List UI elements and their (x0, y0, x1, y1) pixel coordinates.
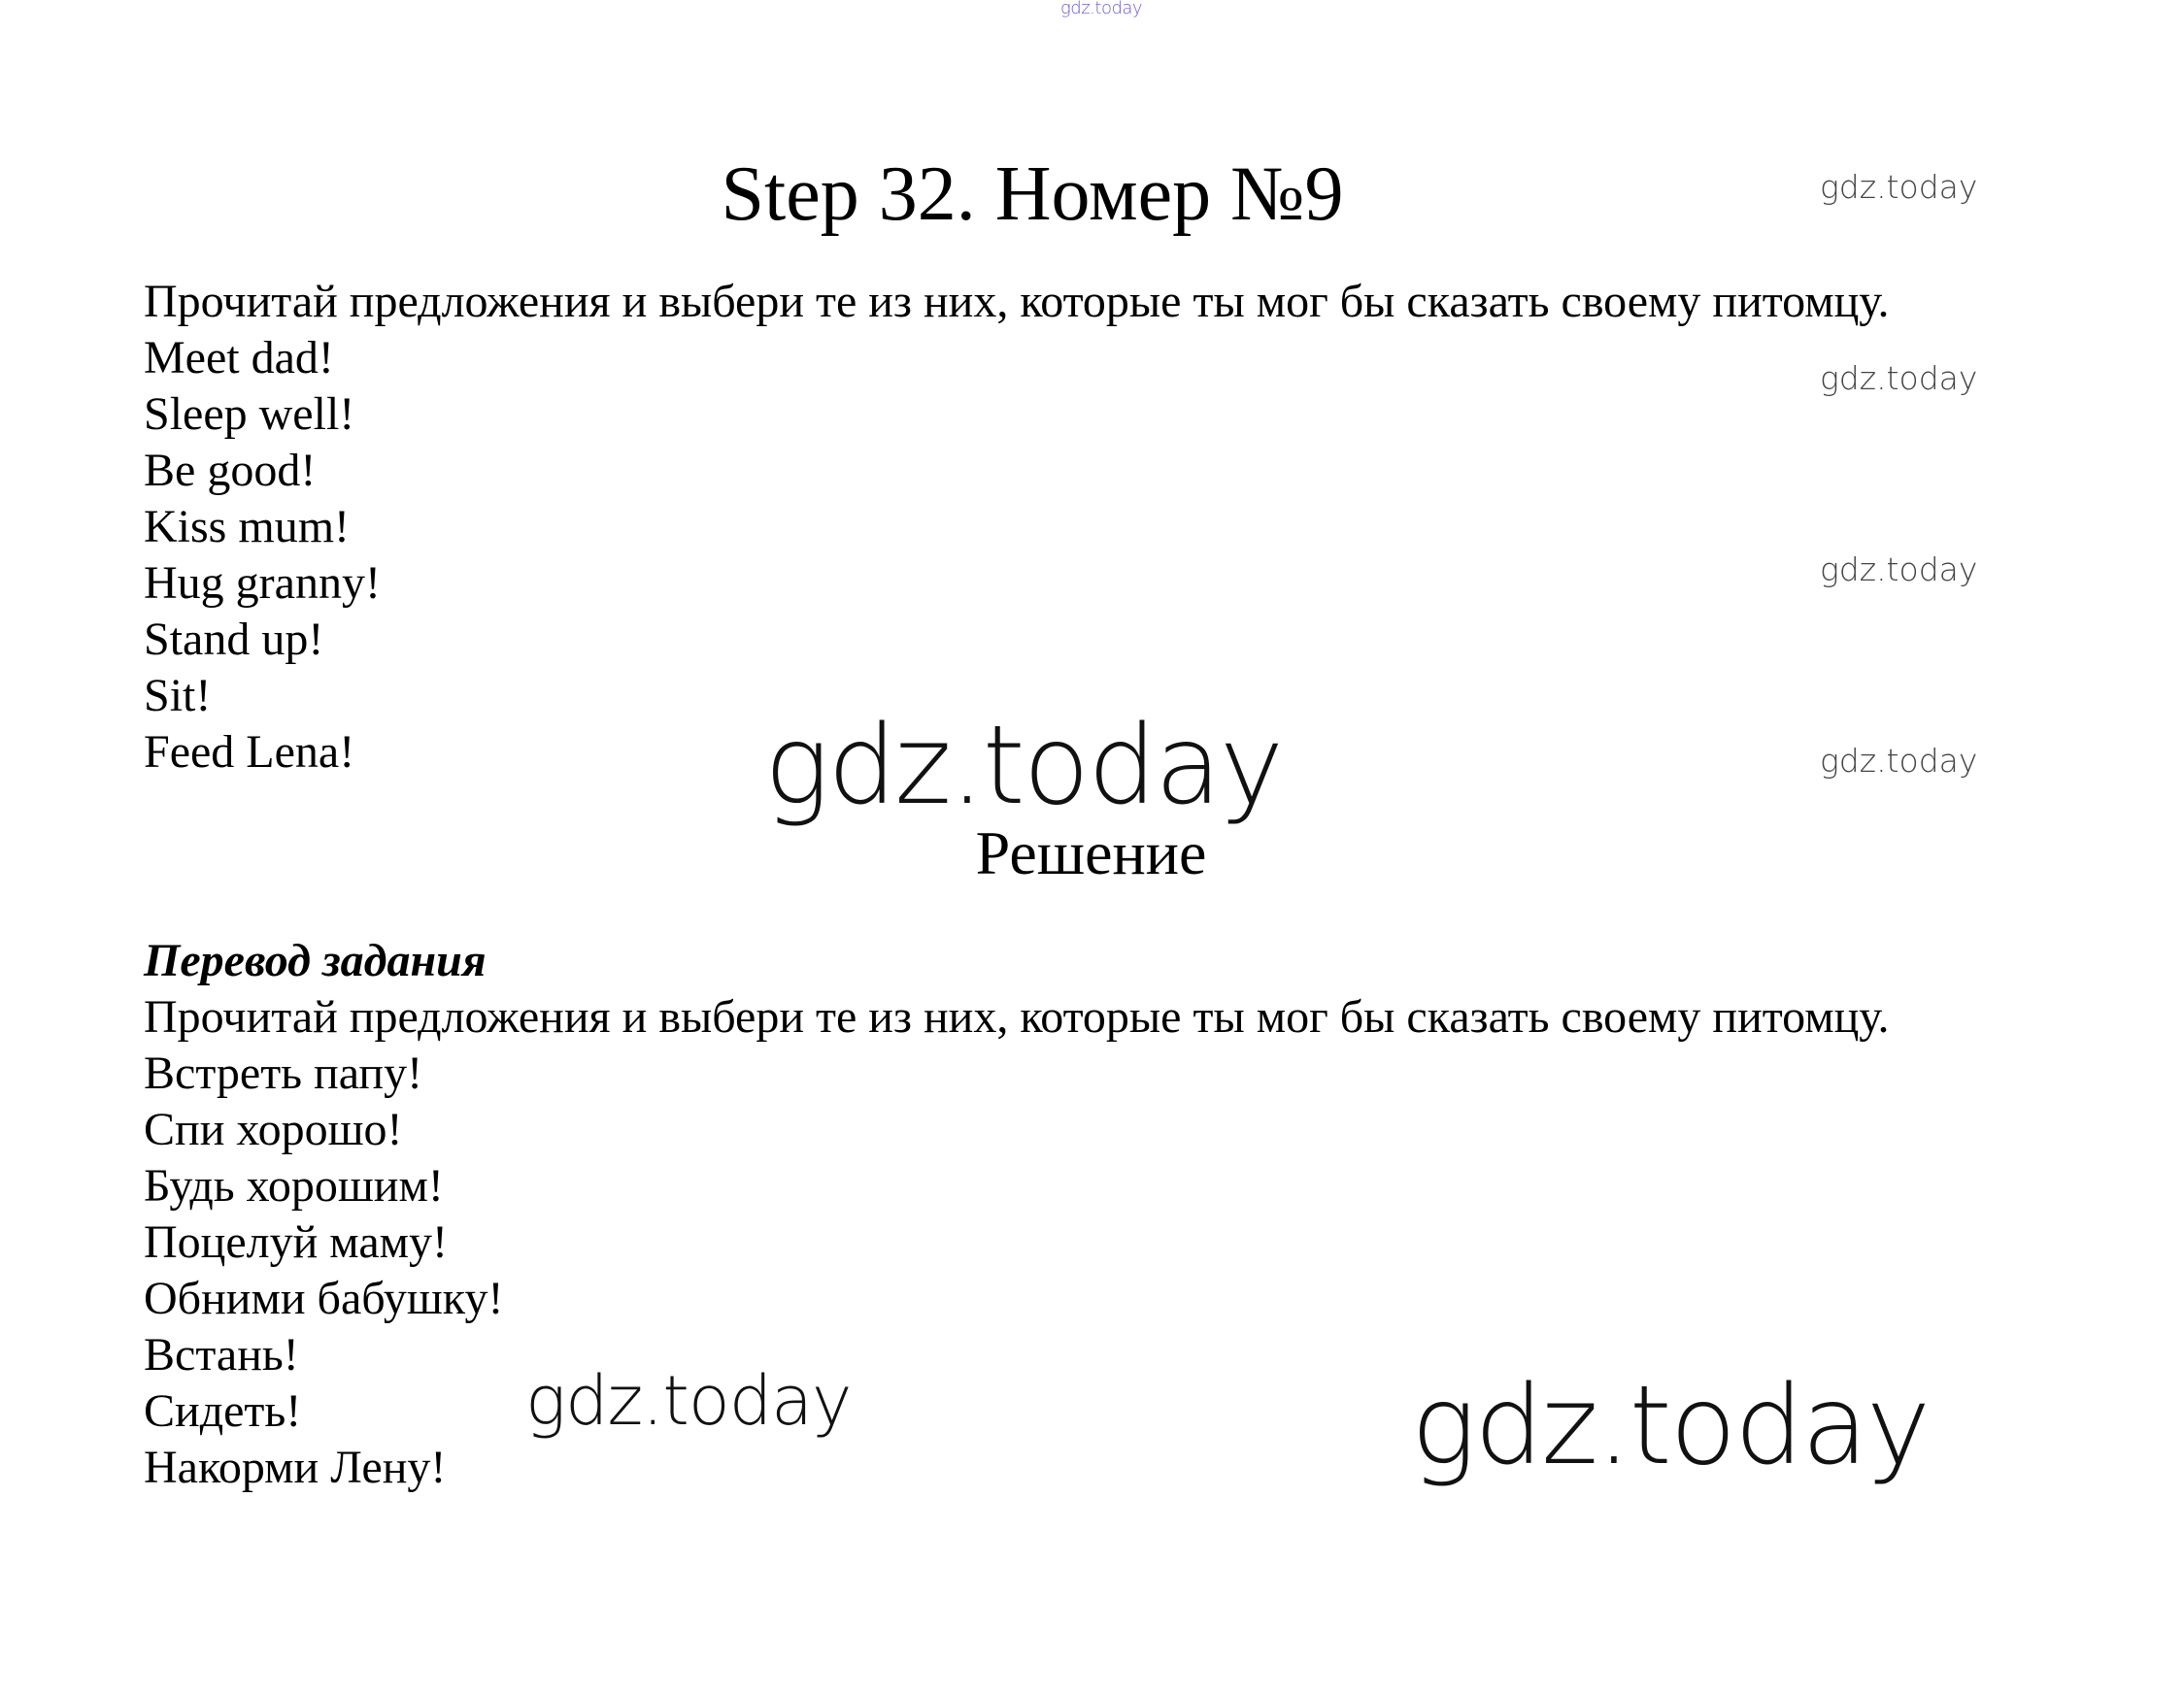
sentence-item: Feed Lena! (144, 726, 355, 778)
watermark-bottom-large: gdz.today (1411, 1363, 1930, 1489)
translation-heading: Перевод задания (144, 935, 487, 986)
sentence-item: Kiss mum! (144, 501, 351, 552)
sentence-item: Sit! (144, 670, 212, 721)
sentence-item: Stand up! (144, 614, 324, 665)
watermark-top: gdz.today (1060, 0, 1143, 18)
solution-heading: Решение (975, 818, 1207, 887)
sentence-item: Meet dad! (144, 332, 334, 383)
translation-item: Обними бабушку! (144, 1273, 504, 1324)
sentence-item: Be good! (144, 445, 317, 496)
task-instruction: Прочитай предложения и выбери те из них, которые ты мог бы сказать своему питомцу. (144, 276, 1890, 327)
watermark-right-2: gdz.today (1820, 359, 1978, 397)
translation-item: Встреть папу! (144, 1048, 423, 1099)
watermark-right-4: gdz.today (1820, 742, 1978, 780)
page-title: Step 32. Номер №9 (721, 151, 1344, 237)
translation-item: Поцелуй маму! (144, 1216, 449, 1268)
watermark-right-1: gdz.today (1820, 168, 1978, 206)
translation-item: Сидеть! (144, 1385, 302, 1437)
translation-instruction: Прочитай предложения и выбери те из них, которые ты мог бы сказать своему питомцу. (144, 991, 1890, 1043)
watermark-bottom-medium: gdz.today (525, 1361, 852, 1441)
translation-item: Накорми Лену! (144, 1442, 447, 1493)
translation-item: Будь хорошим! (144, 1160, 444, 1212)
watermark-center-large: gdz.today (764, 703, 1283, 829)
sentence-item: Sleep well! (144, 388, 355, 440)
translation-item: Встань! (144, 1329, 299, 1381)
watermark-right-3: gdz.today (1820, 550, 1978, 588)
sentence-item: Hug granny! (144, 557, 381, 609)
translation-item: Спи хорошо! (144, 1104, 403, 1155)
